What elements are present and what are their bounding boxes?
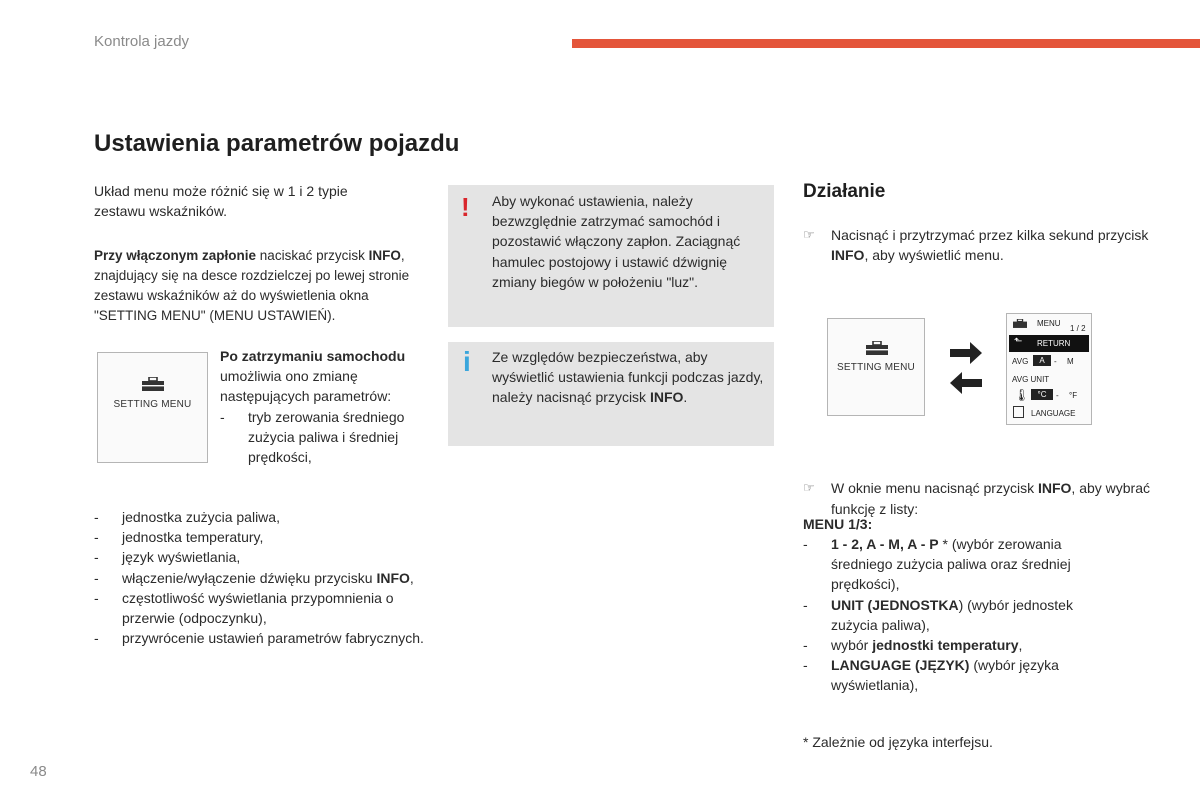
list-item: - 1 - 2, A - M, A - P * (wybór zerowania średniego zużycia paliwa oraz średniej prędkości), xyxy=(803,536,1071,593)
parameter-list xyxy=(94,507,424,648)
warning-icon: ! xyxy=(461,192,470,222)
section-heading: Działanie xyxy=(803,181,886,202)
info-text: Ze względów bezpieczeństwa, aby wyświetlić ustawienia funkcji podczas jazdy, należy nacisnąć przycisk INFO. xyxy=(492,349,764,406)
menu-avg-row: AVG A - M xyxy=(1012,356,1074,366)
pointer-bullet-icon: ☞ xyxy=(803,480,815,496)
pointer-bullet-icon: ☞ xyxy=(803,227,815,242)
setting-menu-label: SETTING MENU xyxy=(113,399,192,410)
ignition-bold: Przy włączonym zapłonie xyxy=(94,248,257,263)
list-item: - język wyświetlania, xyxy=(94,549,241,566)
warning-text: Aby wykonać ustawienia, należy bezwzględnie zatrzymać samochód i pozostawić włączony zapłon. Zaciągnąć hamulec postojowy i ustawić dźwignię zmiany biegów w położeniu "luz". xyxy=(492,193,741,290)
ignition-text-1: naciskać przycisk xyxy=(256,248,369,263)
toolbox-icon xyxy=(142,377,164,391)
page-number: 48 xyxy=(30,763,47,780)
menu-temp-row: 🌡 °C - °F xyxy=(1014,388,1078,402)
list-item: - LANGUAGE (JĘZYK) (wybór języka wyświetlania), xyxy=(803,657,1059,694)
setting-menu-label-2: SETTING MENU xyxy=(837,362,915,373)
ignition-text-2: , znajdujący się na desce rozdzielczej po lewej stronie zestawu wskaźników aż do wyświetlenia okna "SETTING MENU" (MENU USTAWIEŃ). xyxy=(94,248,410,323)
footnote: * Zależnie od języka interfejsu. xyxy=(803,734,993,750)
list-item: - wybór jednostki temperatury, xyxy=(803,637,1023,654)
menu-panel xyxy=(1006,313,1092,425)
page-title: Ustawienia parametrów pojazdu xyxy=(94,130,460,157)
toolbox-icon xyxy=(1013,319,1027,328)
list-item: - UNIT (JEDNOSTKA) (wybór jednostek zużycia paliwa), xyxy=(803,596,1073,633)
list-item: - włączenie/wyłączenie dźwięku przycisku INFO, xyxy=(94,569,414,586)
list-item: - jednostka temperatury, xyxy=(94,529,264,546)
info-icon: i xyxy=(463,346,471,377)
menu-avg-unit-row: AVG UNIT xyxy=(1012,375,1050,384)
stop-text: umożliwia ono zmianę następujących parametrów: xyxy=(220,368,392,405)
setting-menu-display xyxy=(97,352,208,463)
list-item: - tryb zerowania średniego zużycia paliwa i średniej prędkości, xyxy=(220,408,405,466)
menu-return-row: ⬑ RETURN xyxy=(1009,335,1089,352)
intro-text: Układ menu może różnić się w 1 i 2 typie zestawu wskaźników. xyxy=(94,183,348,220)
step-one: ☞ Nacisnąć i przytrzymać przez kilka sekund przycisk INFO, aby wyświetlić menu. xyxy=(803,227,1149,264)
stop-paragraph xyxy=(220,346,425,467)
toolbox-icon xyxy=(866,341,888,355)
language-icon xyxy=(1013,406,1024,418)
info-box xyxy=(448,342,774,446)
warning-box xyxy=(448,185,774,327)
menu-heading: MENU 1/3: xyxy=(803,516,873,532)
menu-title-row: MENU 1 / 2 xyxy=(1007,317,1091,334)
section-header: Kontrola jazdy xyxy=(94,33,190,50)
setting-menu-display-2 xyxy=(827,318,925,416)
list-item: - przywrócenie ustawień parametrów fabrycznych. xyxy=(94,630,424,647)
return-arrow-icon: ⬑ xyxy=(1014,336,1023,347)
stop-bold: Po zatrzymaniu samochodu xyxy=(220,348,406,364)
menu-language-row: LANGUAGE xyxy=(1007,405,1091,422)
list-item: - jednostka zużycia paliwa, xyxy=(94,509,280,525)
first-item-text: tryb zerowania średniego zużycia paliwa i średniej prędkości, xyxy=(248,408,405,466)
step-two: ☞ W oknie menu nacisnąć przycisk INFO, aby wybrać funkcję z listy: xyxy=(803,480,1151,517)
list-item: - częstotliwość wyświetlania przypomnienia o przerwie (odpoczynku), xyxy=(94,589,394,627)
ignition-paragraph xyxy=(94,246,429,326)
header-accent-bar xyxy=(572,39,1200,48)
info-button-label: INFO xyxy=(368,248,401,263)
thermometer-icon: 🌡 xyxy=(1014,388,1030,402)
menu-options-list xyxy=(803,534,1123,696)
swap-arrows-icon xyxy=(946,340,986,396)
